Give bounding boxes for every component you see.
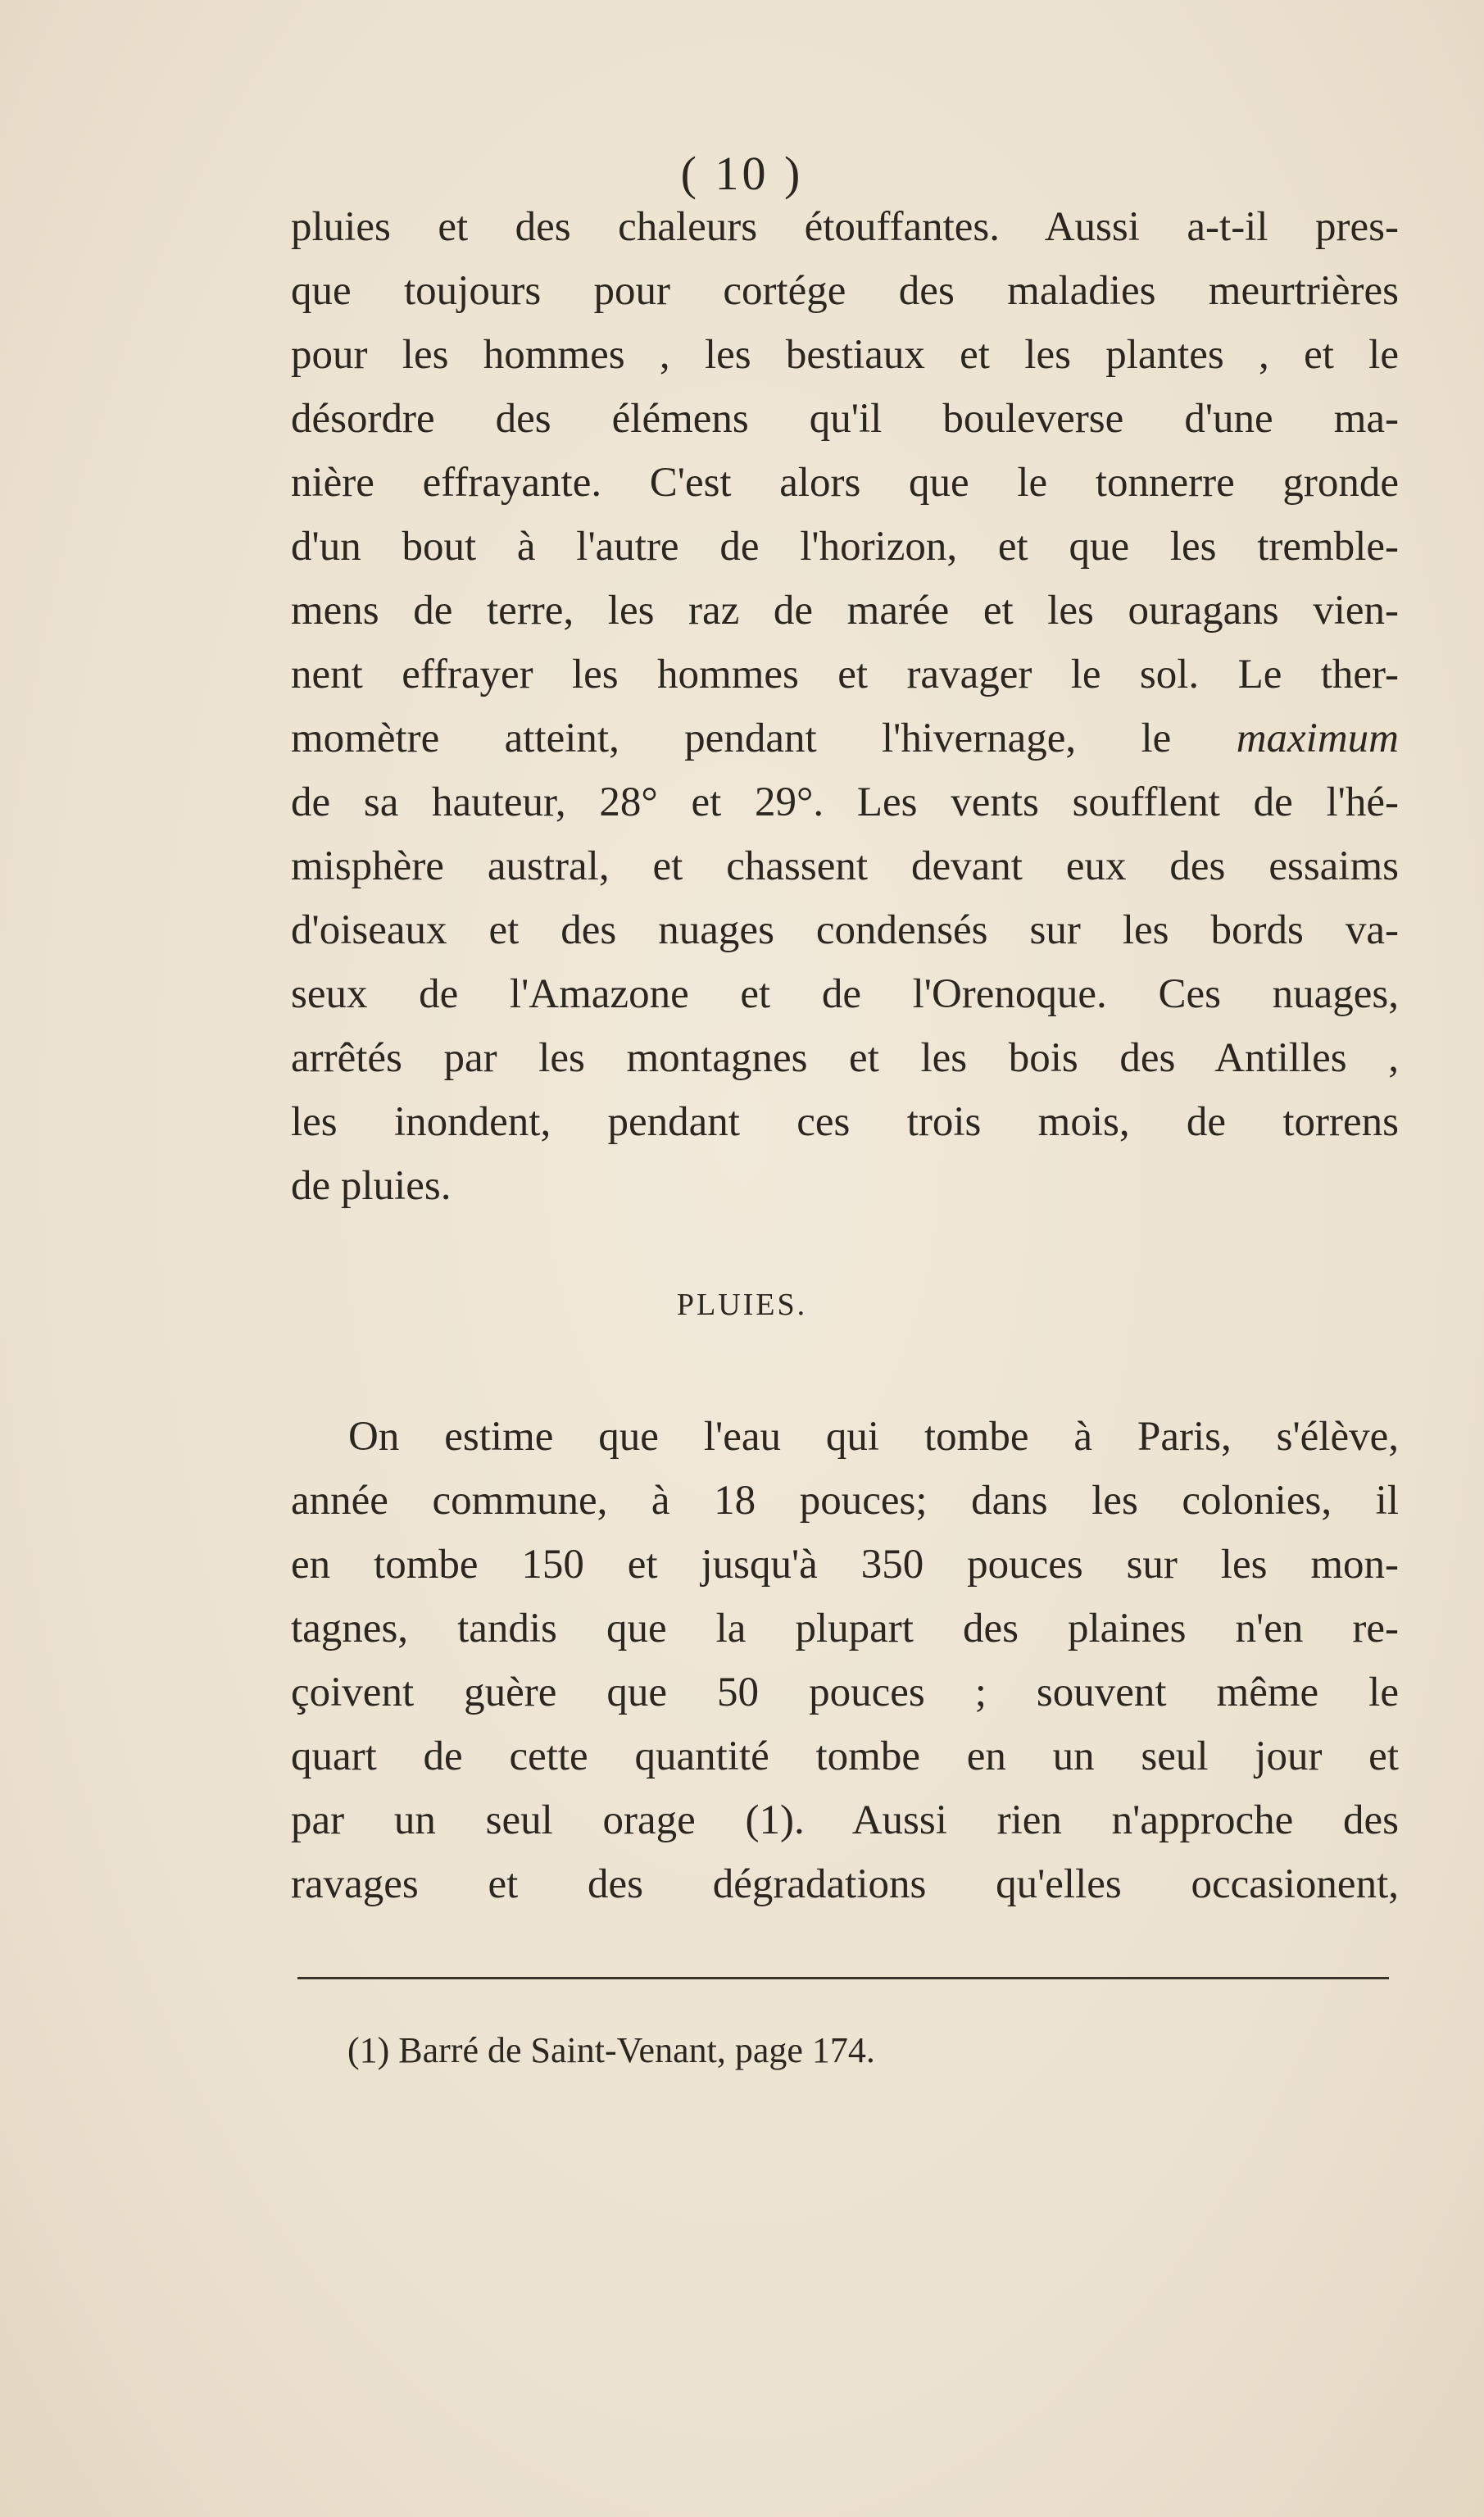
text-line: pour les hommes , les bestiaux et les plantes , et le — [291, 332, 1399, 378]
text-line: en tombe 150 et jusqu'à 350 pouces sur les mon- — [291, 1542, 1399, 1588]
text-line: année commune, à 18 pouces; dans les colonies, il — [291, 1478, 1399, 1524]
text-line: de sa hauteur, 28° et 29°. Les vents soufflent de l'hé- — [291, 779, 1399, 825]
section-heading: PLUIES. — [676, 1288, 808, 1322]
text-segment: momètre atteint, pendant l'hivernage, le — [291, 716, 1237, 761]
text-line: les inondent, pendant ces trois mois, de torrens — [291, 1099, 1399, 1145]
paragraph-1 — [291, 195, 1399, 1218]
footnote-rule — [297, 1977, 1389, 1979]
text-line: arrêtés par les montagnes et les bois des Antilles , — [291, 1035, 1399, 1081]
page-number: ( 10 ) — [680, 147, 804, 200]
text-line: par un seul orage (1). Aussi rien n'approche des — [291, 1797, 1399, 1843]
text-line — [291, 706, 1399, 770]
text-line: d'un bout à l'autre de l'horizon, et que les tremble- — [291, 524, 1399, 570]
text-line: d'oiseaux et des nuages condensés sur les bords va- — [291, 907, 1399, 953]
text-line: seux de l'Amazone et de l'Orenoque. Ces nuages, — [291, 971, 1399, 1017]
text-line: tagnes, tandis que la plupart des plaines n'en re- — [291, 1606, 1399, 1651]
text-line: nent effrayer les hommes et ravager le sol. Le ther- — [291, 652, 1399, 697]
text-line: mens de terre, les raz de marée et les ouragans vien- — [291, 588, 1399, 634]
footnote: (1) Barré de Saint-Venant, page 174. — [347, 2030, 875, 2070]
text-line: çoivent guère que 50 pouces ; souvent même le — [291, 1670, 1399, 1715]
text-line: de pluies. — [291, 1163, 452, 1209]
text-line: misphère austral, et chassent devant eux des essaims — [291, 843, 1399, 889]
italic-term: maximum — [1236, 716, 1399, 761]
text-line: que toujours pour cortége des maladies meurtrières — [291, 268, 1399, 314]
text-line: quart de cette quantité tombe en un seul jour et — [291, 1733, 1399, 1779]
text-line: pluies et des chaleurs étouffantes. Aussi a-t-il pres- — [291, 204, 1399, 250]
text-segment: On estime que l'eau qui tombe à Paris, s'élève, — [348, 1414, 1399, 1460]
text-line: ravages et des dégradations qu'elles occasionent, — [291, 1861, 1399, 1907]
text-line: nière effrayante. C'est alors que le tonnerre gronde — [291, 460, 1399, 506]
paragraph-2 — [291, 1405, 1399, 1916]
text-line: désordre des élémens qu'il bouleverse d'une ma- — [291, 396, 1399, 442]
text-line — [291, 1405, 1399, 1469]
